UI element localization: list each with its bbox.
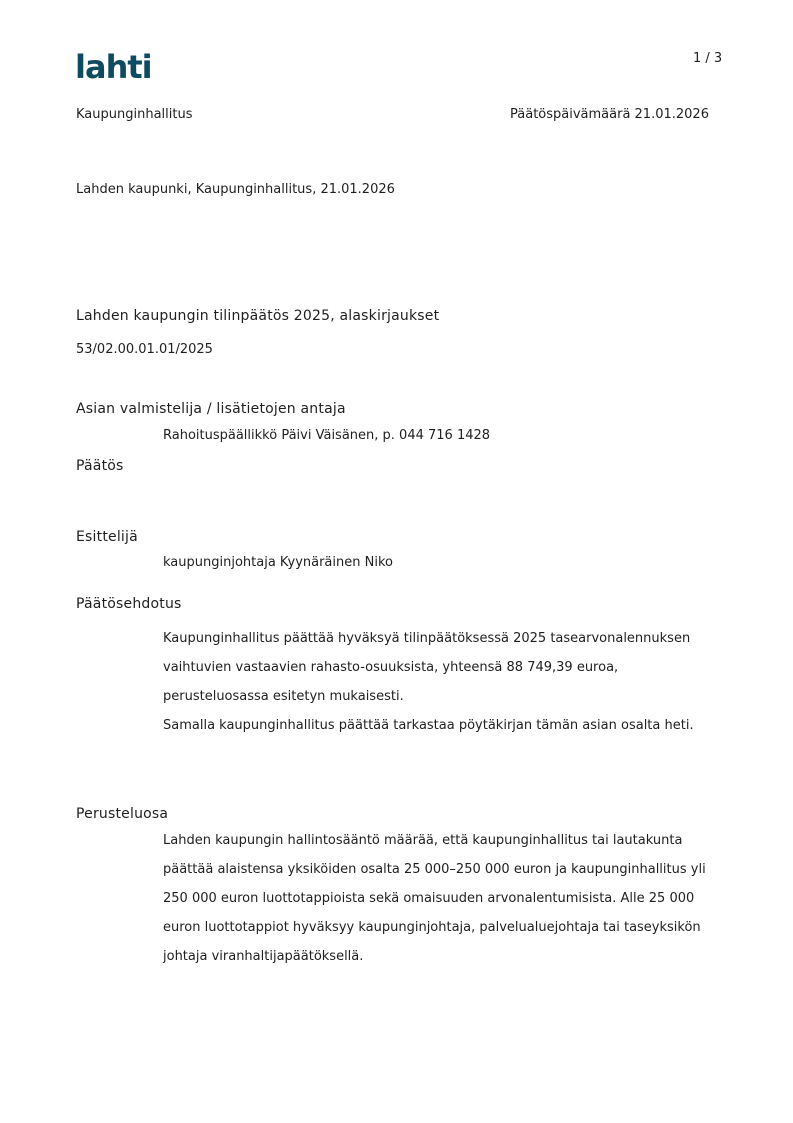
rationale-line: päättää alaistensa yksiköiden osalta 25 000–250 000 euron ja kaupunginhallitus yli <box>163 862 706 877</box>
preparer-heading: Asian valmistelija / lisätietojen antaja <box>76 401 346 417</box>
proposal-paragraph <box>163 624 723 740</box>
rationale-line: 250 000 euron luottotappioista sekä omaisuuden arvonalentumisista. Alle 25 000 <box>163 891 695 906</box>
rationale-line: euron luottotappiot hyväksyy kaupunginjohtaja, palvelualuejohtaja tai taseyksikön <box>163 920 701 935</box>
preparer-text: Rahoituspäällikkö Päivi Väisänen, p. 044 716 1428 <box>163 428 491 443</box>
proposal-line: perusteluosassa esitetyn mukaisesti. <box>163 689 404 704</box>
proposal-line: vaihtuvien vastaavien rahasto-osuuksista, yhteensä 88 749,39 euroa, <box>163 660 619 675</box>
rationale-paragraph <box>163 826 723 971</box>
decision-date: Päätöspäivämäärä 21.01.2026 <box>510 107 709 122</box>
organ-name: Kaupunginhallitus <box>76 107 193 122</box>
rationale-line: johtaja viranhaltijapäätöksellä. <box>163 949 364 964</box>
svg-text:lahti: lahti <box>75 48 152 81</box>
lahti-logo <box>75 47 167 81</box>
decision-heading: Päätös <box>76 458 124 474</box>
document-title: Lahden kaupungin tilinpäätös 2025, alaskirjaukset <box>76 308 440 324</box>
rationale-line: Lahden kaupungin hallintosääntö määrää, että kaupunginhallitus tai lautakunta <box>163 833 683 848</box>
rationale-heading: Perusteluosa <box>76 806 169 822</box>
case-number: 53/02.00.01.01/2025 <box>76 342 213 357</box>
proposal-line: Kaupunginhallitus päättää hyväksyä tilinpäätöksessä 2025 tasearvonalennuksen <box>163 631 691 646</box>
page-number: 1 / 3 <box>693 51 723 66</box>
presenter-text: kaupunginjohtaja Kyynäräinen Niko <box>163 555 393 570</box>
presenter-heading: Esittelijä <box>76 529 138 545</box>
meeting-line: Lahden kaupunki, Kaupunginhallitus, 21.01.2026 <box>76 182 395 197</box>
proposal-line: Samalla kaupunginhallitus päättää tarkastaa pöytäkirjan tämän asian osalta heti. <box>163 718 694 733</box>
proposal-heading: Päätösehdotus <box>76 596 182 612</box>
